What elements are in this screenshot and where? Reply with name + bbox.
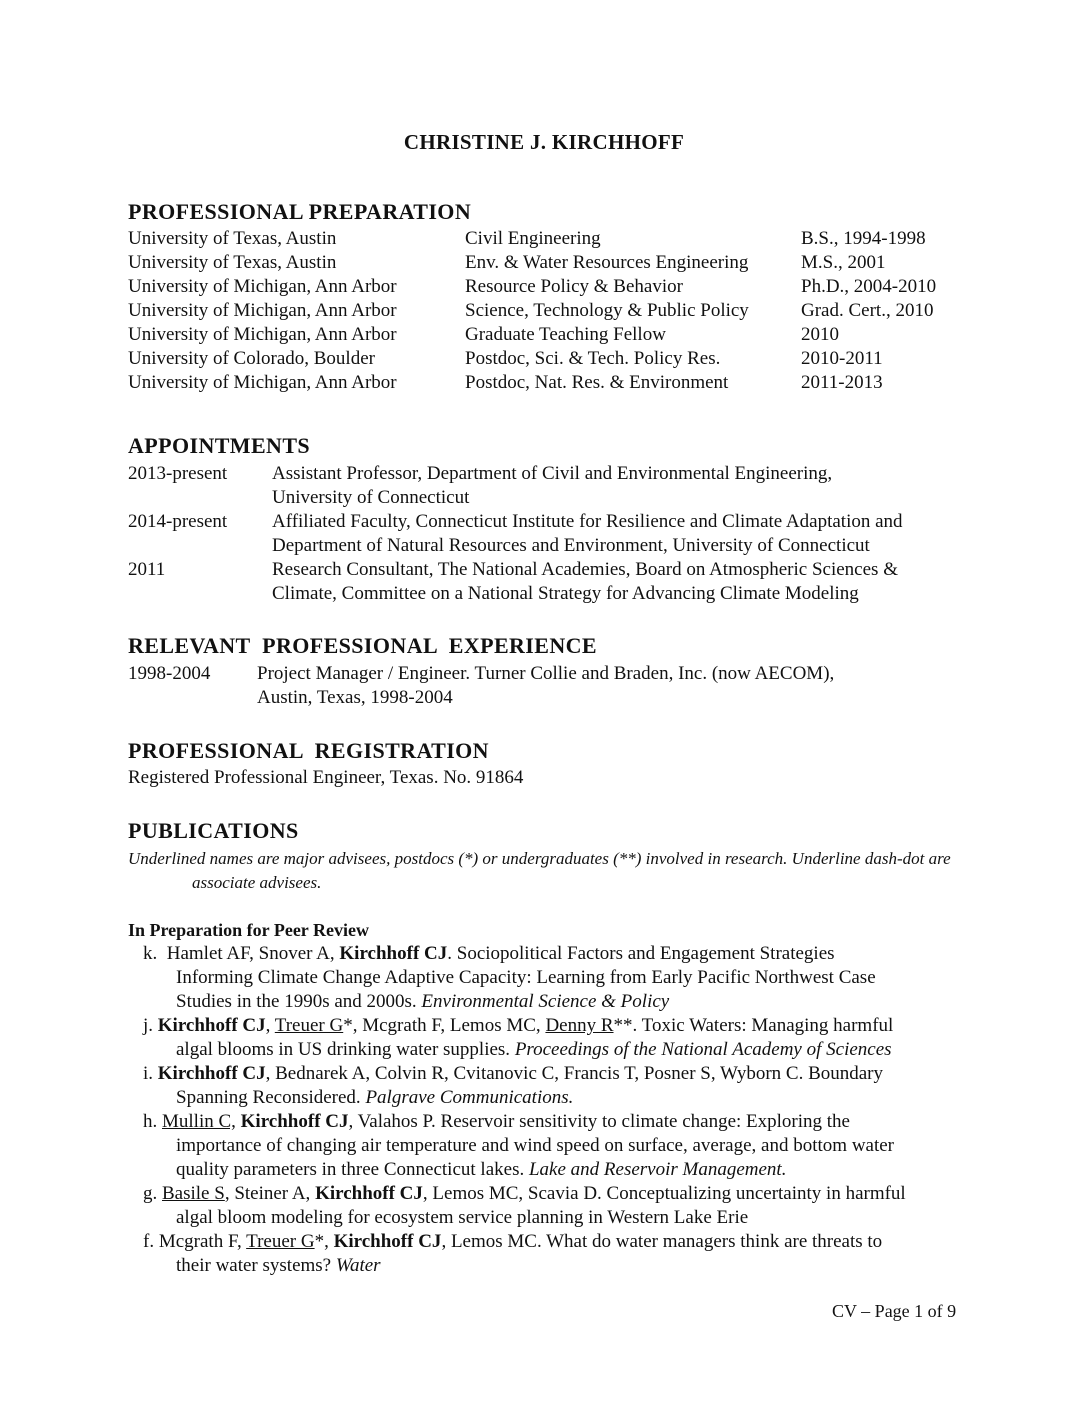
pub-text: Mcgrath F, bbox=[158, 1231, 247, 1252]
publication-line bbox=[176, 990, 669, 1014]
appointment-date: 2011 bbox=[128, 559, 166, 580]
pub-bold-author: Kirchhoff CJ bbox=[157, 1015, 266, 1036]
heading-appointments: APPOINTMENTS bbox=[128, 433, 311, 458]
pub-text: **. Toxic Waters: Managing harmful bbox=[613, 1015, 894, 1036]
prep-degree: B.S., 1994-1998 bbox=[801, 228, 926, 249]
pub-journal: Water bbox=[335, 1255, 381, 1276]
prep-institution: University of Texas, Austin bbox=[128, 252, 337, 273]
pub-text: algal bloom modeling for ecosystem service planning in Western Lake Erie bbox=[176, 1207, 749, 1228]
appointment-date: 2014-present bbox=[128, 511, 228, 532]
prep-institution: University of Michigan, Ann Arbor bbox=[128, 372, 397, 393]
heading-professional-preparation: PROFESSIONAL PREPARATION bbox=[128, 199, 472, 224]
appointment-line: Department of Natural Resources and Environment, University of Connecticut bbox=[272, 535, 870, 556]
prep-field: Graduate Teaching Fellow bbox=[465, 324, 666, 345]
prep-degree: Ph.D., 2004-2010 bbox=[801, 276, 937, 297]
publications-note: Underlined names are major advisees, postdocs (*) or undergraduates (**) involved in research. Underline dash-dot are bbox=[128, 849, 951, 868]
page-footer: CV – Page 1 of 9 bbox=[832, 1301, 957, 1321]
pub-text: , Steiner A, bbox=[224, 1183, 316, 1204]
pub-underlined-author: Treuer G bbox=[246, 1231, 315, 1252]
prep-field: Civil Engineering bbox=[465, 228, 601, 249]
pub-authors: Hamlet AF, Snover A, bbox=[166, 943, 340, 964]
publication-entry bbox=[143, 1230, 882, 1254]
pub-text: Spanning Reconsidered. bbox=[176, 1087, 366, 1108]
pub-journal: Environmental Science & Policy bbox=[421, 991, 670, 1012]
prep-degree: 2010 bbox=[801, 324, 839, 345]
prep-field: Postdoc, Sci. & Tech. Policy Res. bbox=[465, 348, 721, 369]
pub-text: Informing Climate Change Adaptive Capacity: Learning from Early Pacific Northwest Case bbox=[176, 967, 876, 988]
experience-date: 1998-2004 bbox=[128, 663, 211, 684]
pub-underlined-author: Basile S bbox=[162, 1183, 225, 1204]
pub-text: , Lemos MC. What do water managers think are threats to bbox=[441, 1231, 883, 1252]
prep-institution: University of Colorado, Boulder bbox=[128, 348, 375, 369]
pub-text: quality parameters in three Connecticut lakes. bbox=[176, 1159, 529, 1180]
pub-journal: Lake and Reservoir Management. bbox=[528, 1159, 787, 1180]
pub-bold-author: Kirchhoff CJ bbox=[157, 1063, 266, 1084]
experience-line: Austin, Texas, 1998-2004 bbox=[257, 687, 453, 708]
pub-underlined-author: Denny R bbox=[545, 1015, 614, 1036]
prep-field: Science, Technology & Public Policy bbox=[465, 300, 749, 321]
pub-text: importance of changing air temperature and wind speed on surface, average, and bottom water bbox=[176, 1135, 895, 1156]
prep-degree: 2010-2011 bbox=[801, 348, 883, 369]
pub-journal: Palgrave Communications. bbox=[365, 1087, 574, 1108]
publication-entry bbox=[143, 1062, 883, 1086]
registration-text: Registered Professional Engineer, Texas. No. 91864 bbox=[128, 767, 524, 788]
cv-name: CHRISTINE J. KIRCHHOFF bbox=[403, 130, 685, 154]
publication-line bbox=[176, 1086, 573, 1110]
pub-label: f. bbox=[143, 1231, 155, 1252]
appointment-date: 2013-present bbox=[128, 463, 228, 484]
publication-line bbox=[176, 1254, 381, 1278]
prep-degree: M.S., 2001 bbox=[801, 252, 886, 273]
prep-institution: University of Michigan, Ann Arbor bbox=[128, 276, 397, 297]
prep-institution: University of Michigan, Ann Arbor bbox=[128, 324, 397, 345]
pub-text: , Bednarek A, Colvin R, Cvitanovic C, Francis T, Posner S, Wyborn C. Boundary bbox=[265, 1063, 884, 1084]
subheading-in-preparation: In Preparation for Peer Review bbox=[128, 920, 369, 940]
publication-entry bbox=[143, 942, 835, 966]
pub-journal: Proceedings of the National Academy of Sciences bbox=[514, 1039, 892, 1060]
pub-underlined-author: Mullin C, bbox=[162, 1111, 236, 1132]
publication-line bbox=[176, 1038, 892, 1062]
publications-note: associate advisees. bbox=[192, 873, 322, 892]
prep-institution: University of Michigan, Ann Arbor bbox=[128, 300, 397, 321]
prep-field: Env. & Water Resources Engineering bbox=[465, 252, 749, 273]
pub-text: , bbox=[265, 1015, 275, 1036]
pub-label: h. bbox=[143, 1111, 158, 1132]
pub-bold-author: Kirchhoff CJ bbox=[333, 1231, 442, 1252]
publication-entry bbox=[143, 1014, 893, 1038]
heading-publications: PUBLICATIONS bbox=[128, 818, 299, 843]
pub-bold-author: Kirchhoff CJ bbox=[240, 1111, 349, 1132]
pub-label: j. bbox=[143, 1015, 154, 1036]
pub-text: algal blooms in US drinking water supplies. bbox=[176, 1039, 515, 1060]
appointment-line: Affiliated Faculty, Connecticut Institute for Resilience and Climate Adaptation and bbox=[272, 511, 903, 532]
pub-underlined-author: Treuer G bbox=[274, 1015, 344, 1036]
pub-bold-author: Kirchhoff CJ bbox=[339, 943, 448, 964]
appointment-line: Climate, Committee on a National Strategy for Advancing Climate Modeling bbox=[272, 583, 859, 604]
pub-bold-author: Kirchhoff CJ bbox=[315, 1183, 423, 1204]
heading-experience: RELEVANT PROFESSIONAL EXPERIENCE bbox=[128, 633, 597, 658]
publication-entry bbox=[143, 1182, 906, 1206]
heading-registration: PROFESSIONAL REGISTRATION bbox=[128, 738, 489, 763]
prep-degree: Grad. Cert., 2010 bbox=[801, 300, 934, 321]
pub-text: their water systems? bbox=[176, 1255, 336, 1276]
prep-degree: 2011-2013 bbox=[801, 372, 883, 393]
pub-label: g. bbox=[143, 1183, 158, 1204]
publication-entry bbox=[143, 1110, 850, 1134]
pub-label: k. bbox=[143, 943, 158, 964]
publication-line bbox=[176, 1158, 786, 1182]
pub-text: , Lemos MC, Scavia D. Conceptualizing uncertainty in harmful bbox=[422, 1183, 906, 1204]
prep-field: Postdoc, Nat. Res. & Environment bbox=[465, 372, 729, 393]
appointment-line: Assistant Professor, Department of Civil and Environmental Engineering, bbox=[272, 463, 833, 484]
pub-text: *, Mcgrath F, Lemos MC, bbox=[343, 1015, 546, 1036]
pub-text: , Valahos P. Reservoir sensitivity to climate change: Exploring the bbox=[348, 1111, 850, 1132]
experience-line: Project Manager / Engineer. Turner Collie and Braden, Inc. (now AECOM), bbox=[257, 663, 835, 684]
pub-text: . Sociopolitical Factors and Engagement Strategies bbox=[447, 943, 835, 964]
pub-text: *, bbox=[314, 1231, 334, 1252]
appointment-line: University of Connecticut bbox=[272, 487, 470, 508]
pub-label: i. bbox=[143, 1063, 154, 1084]
prep-field: Resource Policy & Behavior bbox=[465, 276, 683, 297]
prep-institution: University of Texas, Austin bbox=[128, 228, 337, 249]
appointment-line: Research Consultant, The National Academies, Board on Atmospheric Sciences & bbox=[272, 559, 898, 580]
pub-text: Studies in the 1990s and 2000s. bbox=[176, 991, 422, 1012]
